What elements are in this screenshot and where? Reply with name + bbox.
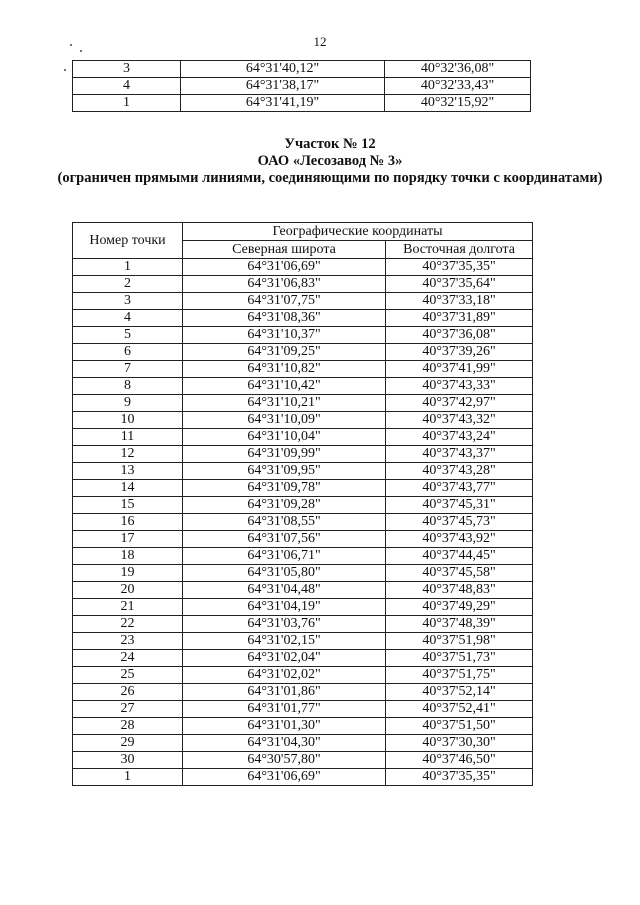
point-number-cell: 26 bbox=[73, 684, 183, 701]
table-row bbox=[73, 480, 533, 497]
latitude-cell: 64°31'01,30" bbox=[183, 718, 386, 735]
point-number-cell: 12 bbox=[73, 446, 183, 463]
point-number-cell: 30 bbox=[73, 752, 183, 769]
longitude-cell: 40°37'43,33" bbox=[386, 378, 533, 395]
table-row bbox=[73, 514, 533, 531]
longitude-cell: 40°37'48,39" bbox=[386, 616, 533, 633]
header-point-number: Номер точки bbox=[73, 223, 183, 259]
point-number-cell: 24 bbox=[73, 650, 183, 667]
latitude-cell: 64°31'03,76" bbox=[183, 616, 386, 633]
point-number-cell: 15 bbox=[73, 497, 183, 514]
point-number-cell: 8 bbox=[73, 378, 183, 395]
header-geographic-coordinates: Географические координаты bbox=[183, 223, 533, 241]
latitude-cell: 64°31'10,42" bbox=[183, 378, 386, 395]
main-table-header bbox=[73, 223, 533, 259]
latitude-cell: 64°31'06,83" bbox=[183, 276, 386, 293]
point-number-cell: 27 bbox=[73, 701, 183, 718]
point-number-cell: 20 bbox=[73, 582, 183, 599]
latitude-cell: 64°31'09,78" bbox=[183, 480, 386, 497]
point-number-cell: 14 bbox=[73, 480, 183, 497]
table-row bbox=[73, 78, 531, 95]
latitude-cell: 64°31'40,12" bbox=[181, 61, 385, 78]
point-number-cell: 2 bbox=[73, 276, 183, 293]
point-number-cell: 13 bbox=[73, 463, 183, 480]
table-row bbox=[73, 61, 531, 78]
point-number-cell: 1 bbox=[73, 95, 181, 112]
latitude-cell: 64°31'02,04" bbox=[183, 650, 386, 667]
latitude-cell: 64°30'57,80" bbox=[183, 752, 386, 769]
longitude-cell: 40°37'52,41" bbox=[386, 701, 533, 718]
point-number-cell: 9 bbox=[73, 395, 183, 412]
longitude-cell: 40°37'30,30" bbox=[386, 735, 533, 752]
latitude-cell: 64°31'38,17" bbox=[181, 78, 385, 95]
longitude-cell: 40°37'35,35" bbox=[386, 769, 533, 786]
table-row bbox=[73, 361, 533, 378]
latitude-cell: 64°31'09,28" bbox=[183, 497, 386, 514]
main-coordinates-table bbox=[72, 222, 533, 786]
plot-title: Участок № 12 bbox=[284, 136, 376, 152]
table-row bbox=[73, 599, 533, 616]
table-row bbox=[73, 701, 533, 718]
table-row bbox=[73, 650, 533, 667]
longitude-cell: 40°37'44,45" bbox=[386, 548, 533, 565]
latitude-cell: 64°31'10,21" bbox=[183, 395, 386, 412]
point-number-cell: 3 bbox=[73, 293, 183, 310]
point-number-cell: 25 bbox=[73, 667, 183, 684]
longitude-cell: 40°37'45,31" bbox=[386, 497, 533, 514]
table-row bbox=[73, 718, 533, 735]
table-row bbox=[73, 412, 533, 429]
point-number-cell: 29 bbox=[73, 735, 183, 752]
point-number-cell: 10 bbox=[73, 412, 183, 429]
longitude-cell: 40°37'43,32" bbox=[386, 412, 533, 429]
longitude-cell: 40°37'33,18" bbox=[386, 293, 533, 310]
point-number-cell: 17 bbox=[73, 531, 183, 548]
main-table-body bbox=[73, 259, 533, 786]
point-number-cell: 23 bbox=[73, 633, 183, 650]
latitude-cell: 64°31'05,80" bbox=[183, 565, 386, 582]
point-number-cell: 3 bbox=[73, 61, 181, 78]
point-number-cell: 7 bbox=[73, 361, 183, 378]
table-row bbox=[73, 429, 533, 446]
latitude-cell: 64°31'09,25" bbox=[183, 344, 386, 361]
longitude-cell: 40°37'43,24" bbox=[386, 429, 533, 446]
table-row bbox=[73, 735, 533, 752]
latitude-cell: 64°31'04,30" bbox=[183, 735, 386, 752]
latitude-cell: 64°31'06,69" bbox=[183, 769, 386, 786]
latitude-cell: 64°31'02,02" bbox=[183, 667, 386, 684]
point-number-cell: 11 bbox=[73, 429, 183, 446]
longitude-cell: 40°37'35,64" bbox=[386, 276, 533, 293]
longitude-cell: 40°37'51,73" bbox=[386, 650, 533, 667]
table-row bbox=[73, 446, 533, 463]
table-row bbox=[73, 565, 533, 582]
table-row bbox=[73, 259, 533, 276]
latitude-cell: 64°31'01,86" bbox=[183, 684, 386, 701]
point-number-cell: 1 bbox=[73, 769, 183, 786]
latitude-cell: 64°31'10,04" bbox=[183, 429, 386, 446]
table-row bbox=[73, 769, 533, 786]
point-number-cell: 28 bbox=[73, 718, 183, 735]
longitude-cell: 40°37'46,50" bbox=[386, 752, 533, 769]
table-row bbox=[73, 531, 533, 548]
table-row bbox=[73, 378, 533, 395]
longitude-cell: 40°37'49,29" bbox=[386, 599, 533, 616]
point-number-cell: 22 bbox=[73, 616, 183, 633]
longitude-cell: 40°32'33,43" bbox=[385, 78, 531, 95]
latitude-cell: 64°31'07,75" bbox=[183, 293, 386, 310]
latitude-cell: 64°31'02,15" bbox=[183, 633, 386, 650]
latitude-cell: 64°31'41,19" bbox=[181, 95, 385, 112]
latitude-cell: 64°31'08,55" bbox=[183, 514, 386, 531]
longitude-cell: 40°37'43,92" bbox=[386, 531, 533, 548]
table-row bbox=[73, 582, 533, 599]
point-number-cell: 21 bbox=[73, 599, 183, 616]
table-row bbox=[73, 344, 533, 361]
longitude-cell: 40°37'52,14" bbox=[386, 684, 533, 701]
latitude-cell: 64°31'08,36" bbox=[183, 310, 386, 327]
latitude-cell: 64°31'07,56" bbox=[183, 531, 386, 548]
point-number-cell: 16 bbox=[73, 514, 183, 531]
plot-boundary-note: (ограничен прямыми линиями, соединяющими по порядку точки с координатами) bbox=[57, 170, 603, 186]
longitude-cell: 40°37'43,28" bbox=[386, 463, 533, 480]
top-coordinates-table bbox=[72, 60, 531, 112]
longitude-cell: 40°37'31,89" bbox=[386, 310, 533, 327]
longitude-cell: 40°37'51,75" bbox=[386, 667, 533, 684]
organization-title: ОАО «Лесозавод № 3» bbox=[257, 153, 403, 169]
table-row bbox=[73, 752, 533, 769]
table-row bbox=[73, 633, 533, 650]
table-row bbox=[73, 463, 533, 480]
latitude-cell: 64°31'10,82" bbox=[183, 361, 386, 378]
longitude-cell: 40°37'43,37" bbox=[386, 446, 533, 463]
longitude-cell: 40°37'43,77" bbox=[386, 480, 533, 497]
longitude-cell: 40°32'36,08" bbox=[385, 61, 531, 78]
longitude-cell: 40°37'42,97" bbox=[386, 395, 533, 412]
latitude-cell: 64°31'04,19" bbox=[183, 599, 386, 616]
longitude-cell: 40°37'39,26" bbox=[386, 344, 533, 361]
longitude-cell: 40°37'36,08" bbox=[386, 327, 533, 344]
latitude-cell: 64°31'09,95" bbox=[183, 463, 386, 480]
header-north-latitude: Северная широта bbox=[183, 241, 386, 259]
point-number-cell: 4 bbox=[73, 78, 181, 95]
latitude-cell: 64°31'10,09" bbox=[183, 412, 386, 429]
longitude-cell: 40°37'41,99" bbox=[386, 361, 533, 378]
table-row bbox=[73, 310, 533, 327]
point-number-cell: 6 bbox=[73, 344, 183, 361]
latitude-cell: 64°31'10,37" bbox=[183, 327, 386, 344]
table-row bbox=[73, 497, 533, 514]
table-row bbox=[73, 395, 533, 412]
point-number-cell: 19 bbox=[73, 565, 183, 582]
scan-speck bbox=[64, 69, 66, 71]
header-east-longitude: Восточная долгота bbox=[386, 241, 533, 259]
table-row bbox=[73, 327, 533, 344]
longitude-cell: 40°37'51,50" bbox=[386, 718, 533, 735]
longitude-cell: 40°37'45,73" bbox=[386, 514, 533, 531]
longitude-cell: 40°37'35,35" bbox=[386, 259, 533, 276]
latitude-cell: 64°31'01,77" bbox=[183, 701, 386, 718]
top-table-body bbox=[73, 61, 531, 112]
latitude-cell: 64°31'04,48" bbox=[183, 582, 386, 599]
scan-speck bbox=[80, 50, 82, 52]
page-number: 12 bbox=[313, 34, 327, 49]
longitude-cell: 40°37'45,58" bbox=[386, 565, 533, 582]
latitude-cell: 64°31'09,99" bbox=[183, 446, 386, 463]
longitude-cell: 40°32'15,92" bbox=[385, 95, 531, 112]
table-row bbox=[73, 548, 533, 565]
point-number-cell: 5 bbox=[73, 327, 183, 344]
point-number-cell: 18 bbox=[73, 548, 183, 565]
table-row bbox=[73, 684, 533, 701]
table-row bbox=[73, 276, 533, 293]
table-row bbox=[73, 95, 531, 112]
table-row bbox=[73, 667, 533, 684]
latitude-cell: 64°31'06,71" bbox=[183, 548, 386, 565]
longitude-cell: 40°37'51,98" bbox=[386, 633, 533, 650]
point-number-cell: 1 bbox=[73, 259, 183, 276]
point-number-cell: 4 bbox=[73, 310, 183, 327]
longitude-cell: 40°37'48,83" bbox=[386, 582, 533, 599]
latitude-cell: 64°31'06,69" bbox=[183, 259, 386, 276]
table-row bbox=[73, 293, 533, 310]
table-row bbox=[73, 616, 533, 633]
